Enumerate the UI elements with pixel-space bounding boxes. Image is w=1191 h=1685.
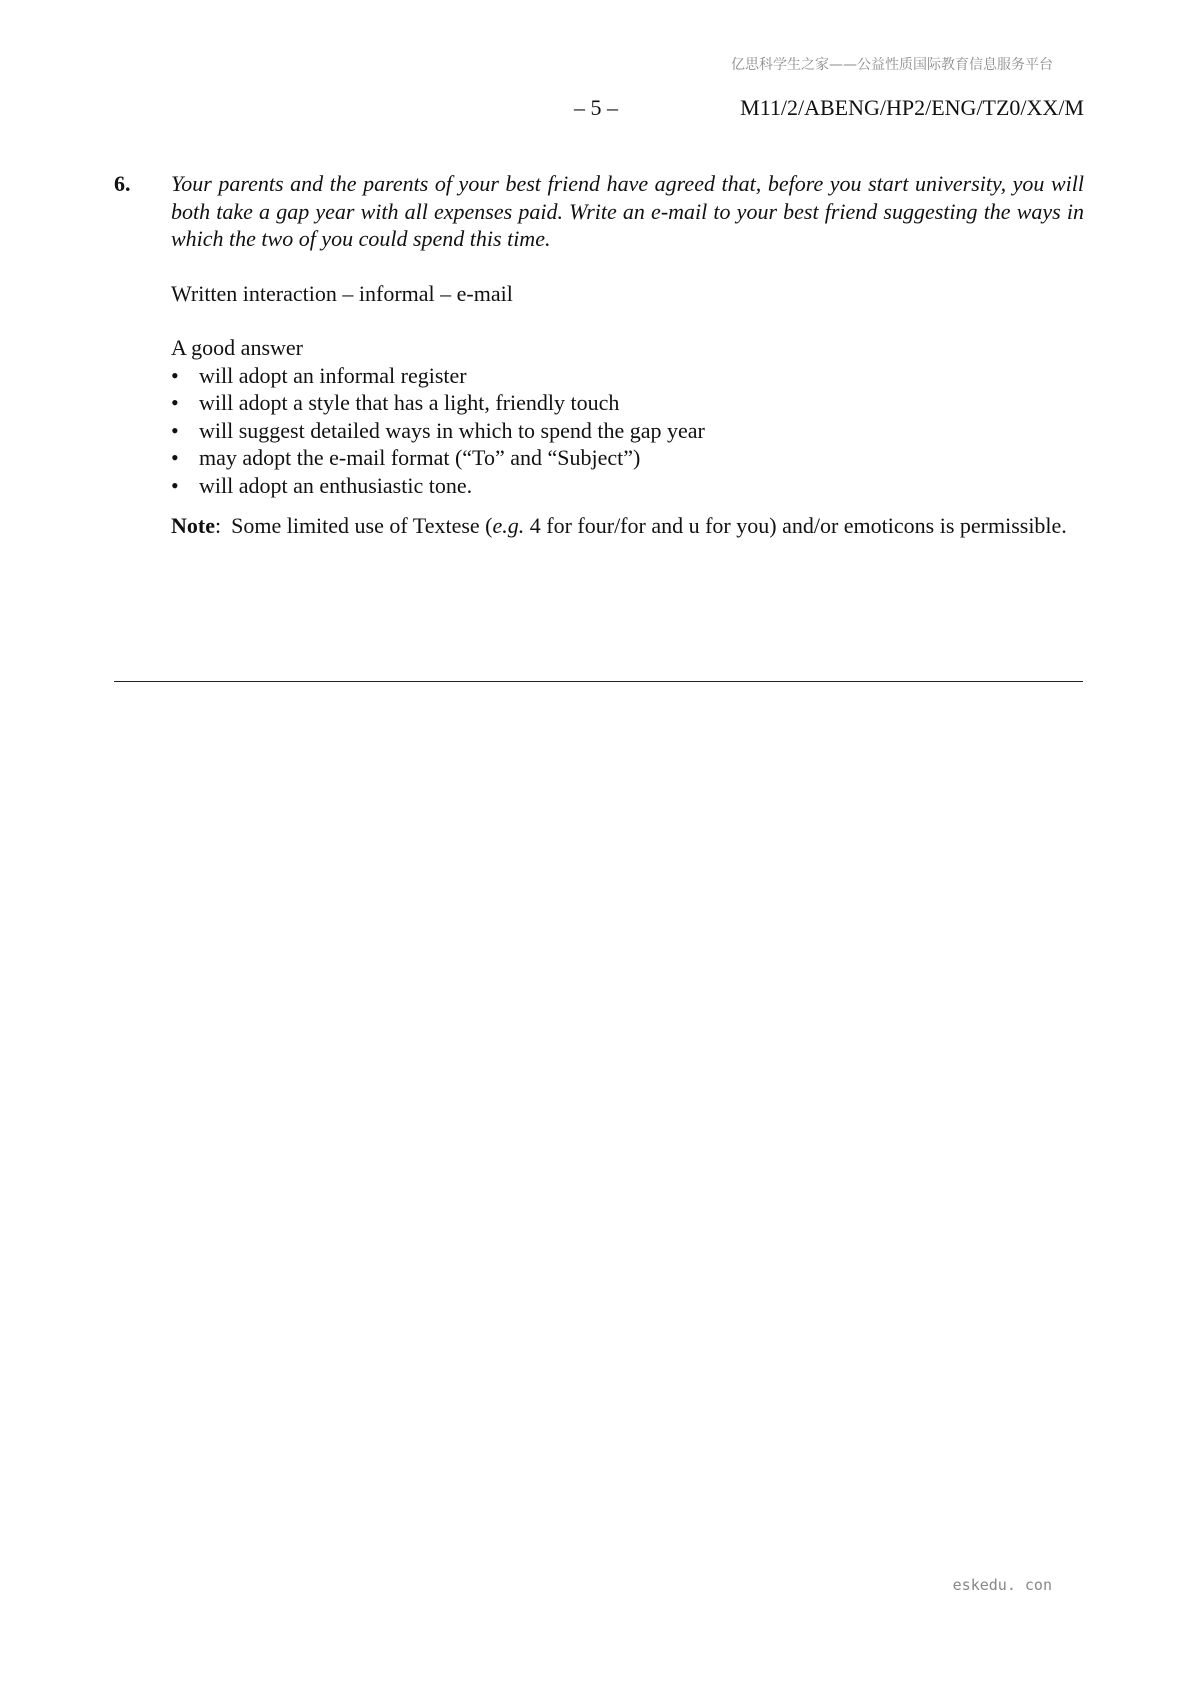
horizontal-rule [114, 681, 1083, 682]
question-block [114, 170, 1084, 540]
question-prompt: Your parents and the parents of your best friend have agreed that, before you start university, you will both take a gap year with all expenses paid. Write an e-mail to your best friend suggesting the ways in which the two of you could spend this time. [171, 171, 1084, 251]
note-text-after: 4 for four/for and u for you) and/or emoticons is permissible. [524, 513, 1067, 538]
list-item [171, 417, 1084, 445]
note-text-italic: e.g. [492, 513, 525, 538]
watermark-top: 亿思科学生之家——公益性质国际教育信息服务平台 [731, 57, 1053, 73]
note-text [231, 512, 1084, 540]
text-type: Written interaction – informal – e-mail [171, 280, 513, 306]
page-number: – 5 – [574, 95, 618, 120]
criterion-text: will adopt a style that has a light, friendly touch [199, 390, 620, 415]
criteria-list [171, 362, 1084, 500]
note-text-before: Some limited use of Textese ( [231, 513, 493, 538]
list-item [171, 362, 1084, 390]
bullet-icon: • [171, 417, 179, 443]
bullet-icon: • [171, 390, 179, 415]
criterion-text: will adopt an informal register [199, 362, 467, 388]
note [171, 512, 1084, 540]
list-item [171, 389, 1084, 417]
criterion-text: will adopt an enthusiastic tone. [199, 472, 473, 498]
bullet-icon: • [171, 362, 179, 388]
list-item [171, 444, 1084, 472]
list-item [171, 472, 1084, 500]
question-body [171, 170, 1084, 540]
criterion-text: may adopt the e-mail format (“To” and “Subject”) [199, 445, 641, 470]
watermark-bottom: eskedu. con [952, 1576, 1052, 1594]
bullet-icon: • [171, 472, 179, 498]
document-code: M11/2/ABENG/HP2/ENG/TZ0/XX/M [740, 95, 1084, 120]
question-number: 6. [114, 171, 131, 196]
note-colon: : [214, 513, 222, 538]
answer-intro: A good answer [171, 335, 303, 360]
bullet-icon: • [171, 445, 179, 470]
criterion-text: will suggest detailed ways in which to spend the gap year [199, 417, 705, 443]
note-label-group [171, 512, 221, 540]
note-label: Note [171, 513, 215, 538]
